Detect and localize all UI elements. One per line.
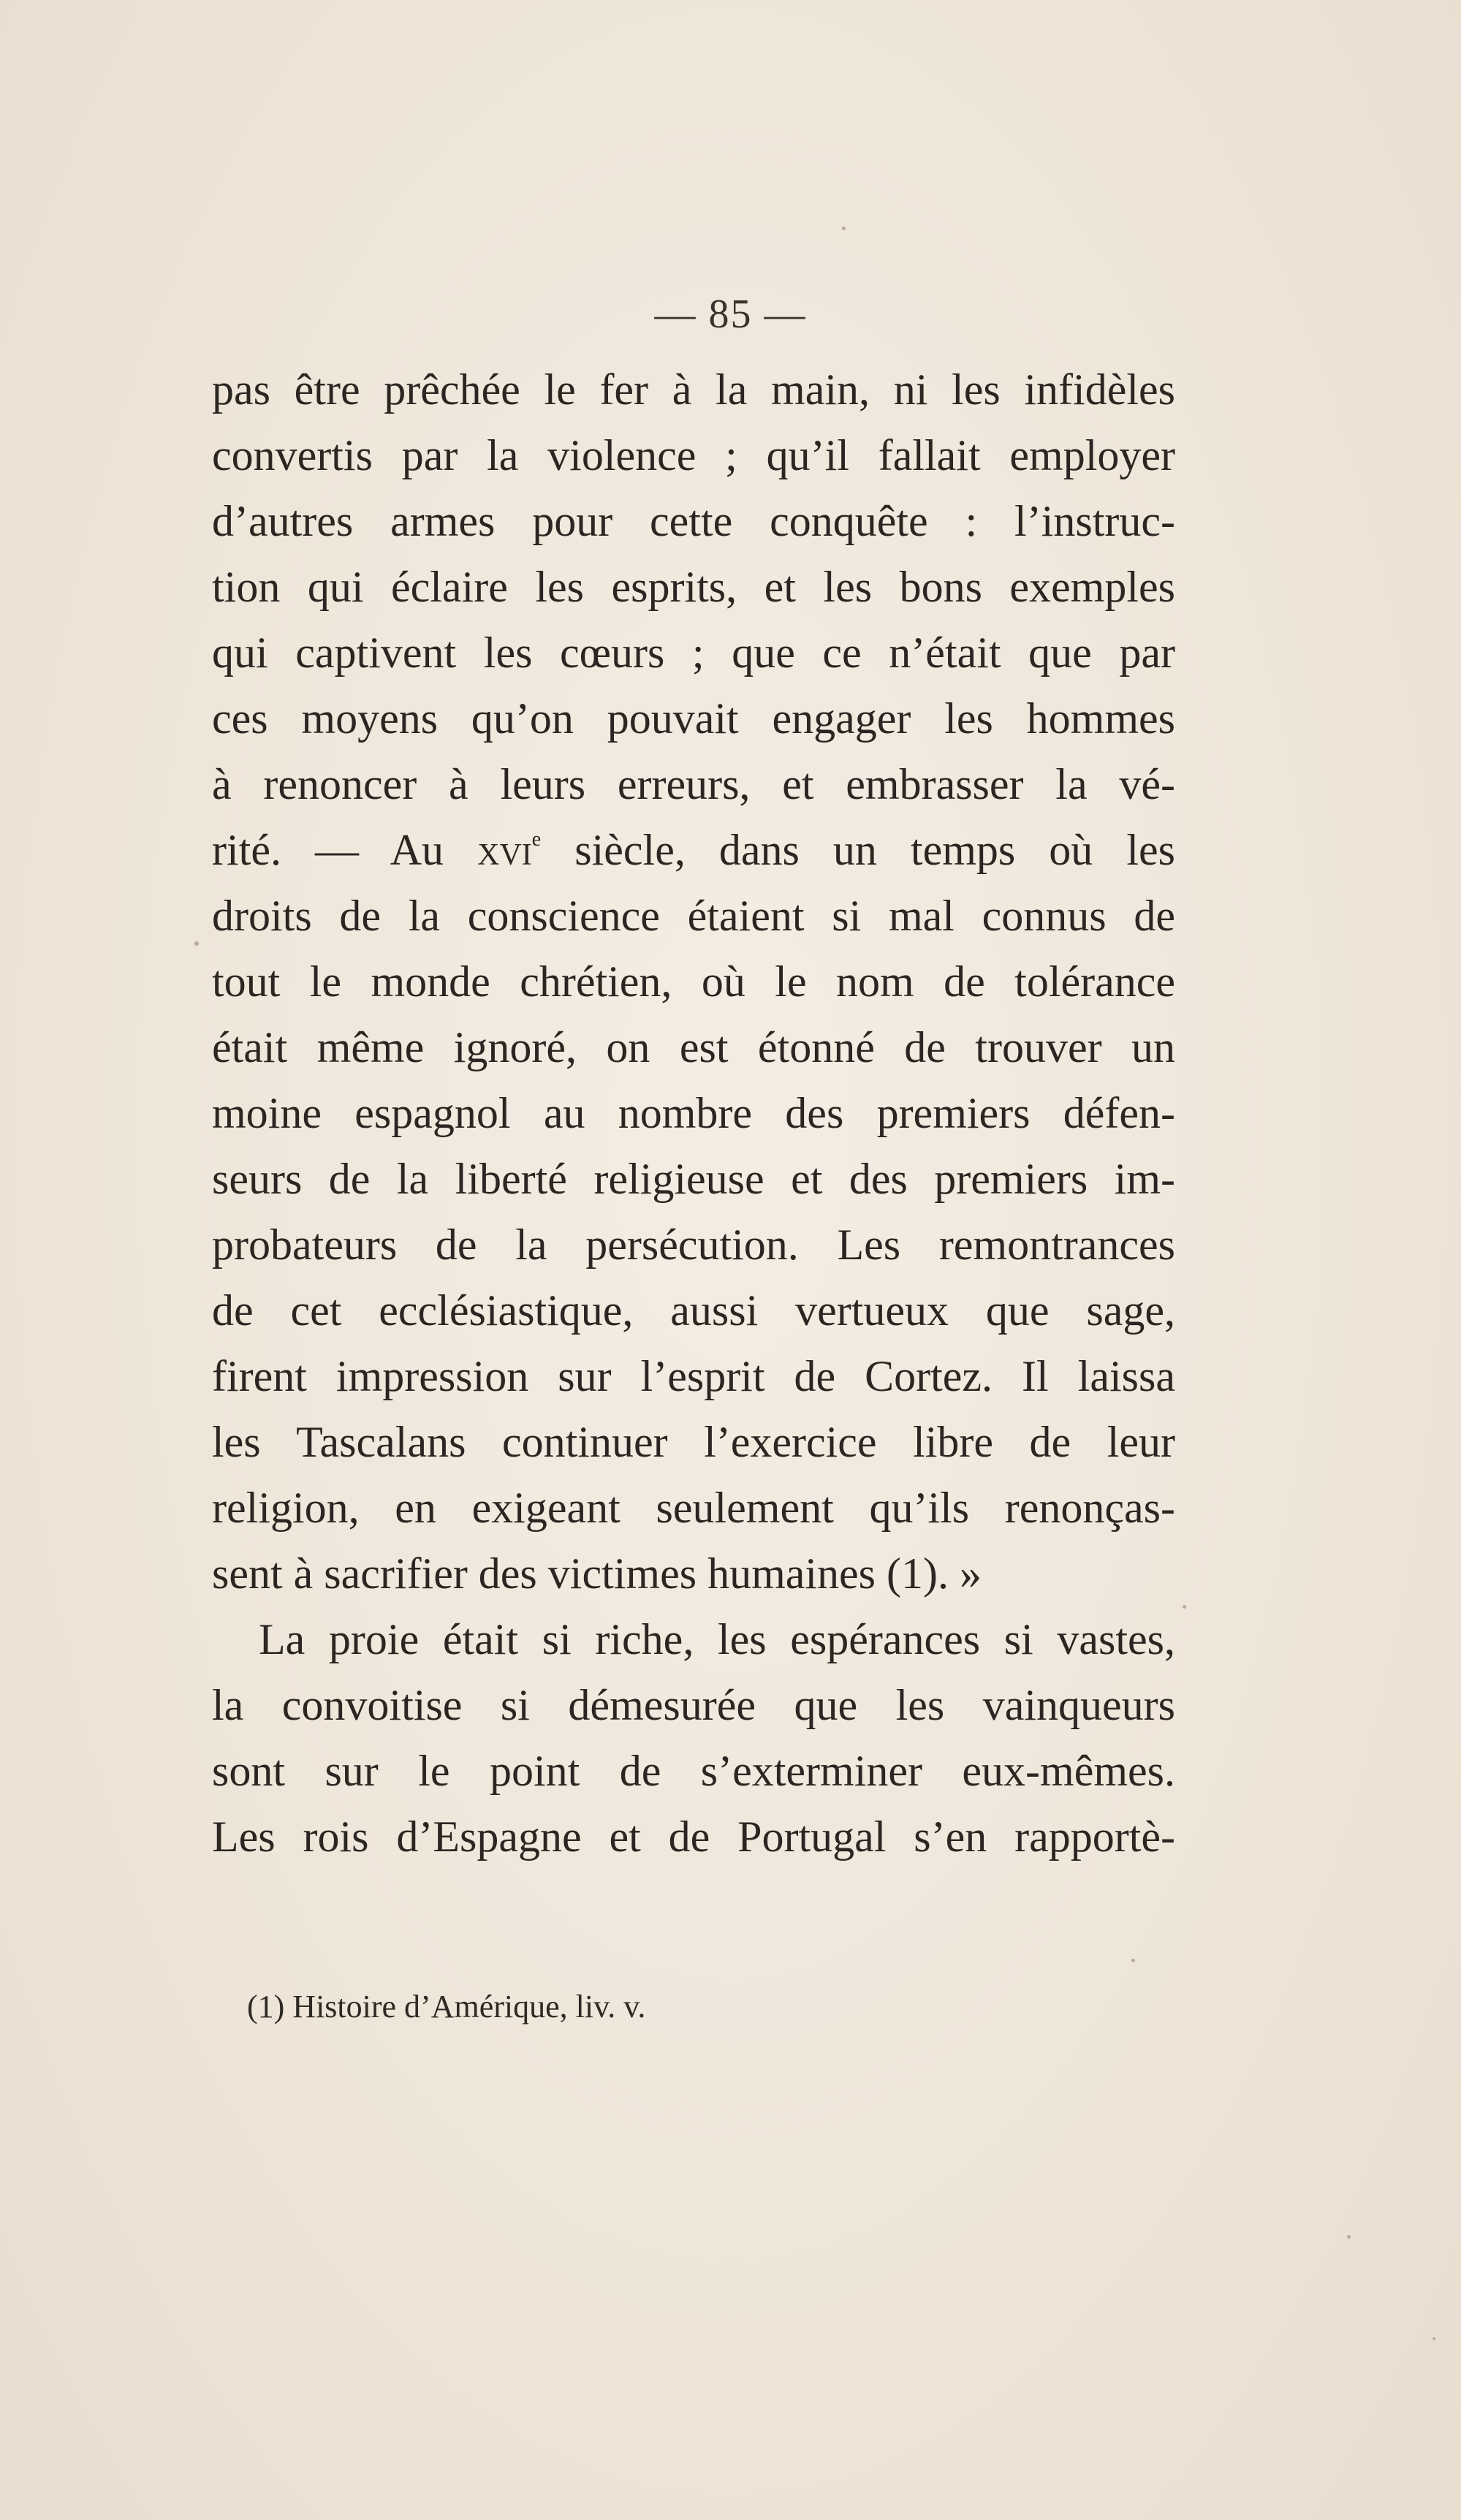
page-number: — 85 —: [654, 292, 807, 337]
text-line-9: droits de la conscience étaient si mal connus de: [212, 892, 1175, 940]
century-superscript: e: [531, 828, 542, 851]
text-line-11: était même ignoré, on est étonné de trouver un: [212, 1023, 1175, 1071]
text-line-19: sent à sacrifier des victimes humaines (1). »: [212, 1549, 982, 1598]
text-line-23: Les rois d’Espagne et de Portugal s’en rapportè-: [212, 1813, 1175, 1861]
text-line-6: ces moyens qu’on pouvait engager les hommes: [212, 694, 1175, 743]
text-line-14: probateurs de la persécution. Les remontrances: [212, 1221, 1175, 1269]
text-line-3: d’autres armes pour cette conquête : l’instruc-: [212, 497, 1175, 545]
text-line-2: convertis par la violence ; qu’il fallait employer: [212, 431, 1175, 479]
text-line-22: sont sur le point de s’exterminer eux-mêmes.: [212, 1747, 1175, 1795]
text-line-10: tout le monde chrétien, où le nom de tolérance: [212, 957, 1175, 1006]
text-line-21: la convoitise si démesurée que les vainqueurs: [212, 1681, 1175, 1729]
paper-speck: [194, 941, 199, 946]
text-line-12: moine espagnol au nombre des premiers défen-: [212, 1089, 1175, 1137]
text-line-15: de cet ecclésiastique, aussi vertueux que sage,: [212, 1286, 1175, 1335]
text-line-8-end: siècle, dans un temps où les: [541, 826, 1175, 874]
text-line-8-start: rité. — Au: [212, 826, 478, 874]
text-line-18: religion, en exigeant seulement qu’ils renonças-: [212, 1484, 1175, 1532]
text-line-20: La proie était si riche, les espérances si vastes,: [259, 1615, 1175, 1663]
text-line-5: qui captivent les cœurs ; que ce n’était que par: [212, 629, 1175, 677]
text-line-1: pas être prêchée le fer à la main, ni les infidèles: [212, 365, 1175, 414]
text-line-4: tion qui éclaire les esprits, et les bons exemples: [212, 563, 1175, 611]
text-line-13: seurs de la liberté religieuse et des premiers im-: [212, 1155, 1175, 1203]
paper-speck: [1347, 2235, 1351, 2239]
paper-speck: [1131, 1959, 1135, 1962]
paper-speck: [1183, 1605, 1186, 1609]
paper-speck: [842, 227, 846, 230]
text-line-16: firent impression sur l’esprit de Cortez. Il laissa: [212, 1352, 1175, 1400]
century-numeral: xvi: [477, 826, 532, 874]
footnote: (1) Histoire d’Amérique, liv. v.: [247, 1989, 646, 2024]
paper-speck: [1432, 2337, 1435, 2340]
text-line-8: [212, 817, 1175, 883]
text-line-17: les Tascalans continuer l’exercice libre de leur: [212, 1418, 1175, 1466]
text-line-7: à renoncer à leurs erreurs, et embrasser la vé-: [212, 760, 1175, 808]
body-text: [212, 357, 1175, 1870]
